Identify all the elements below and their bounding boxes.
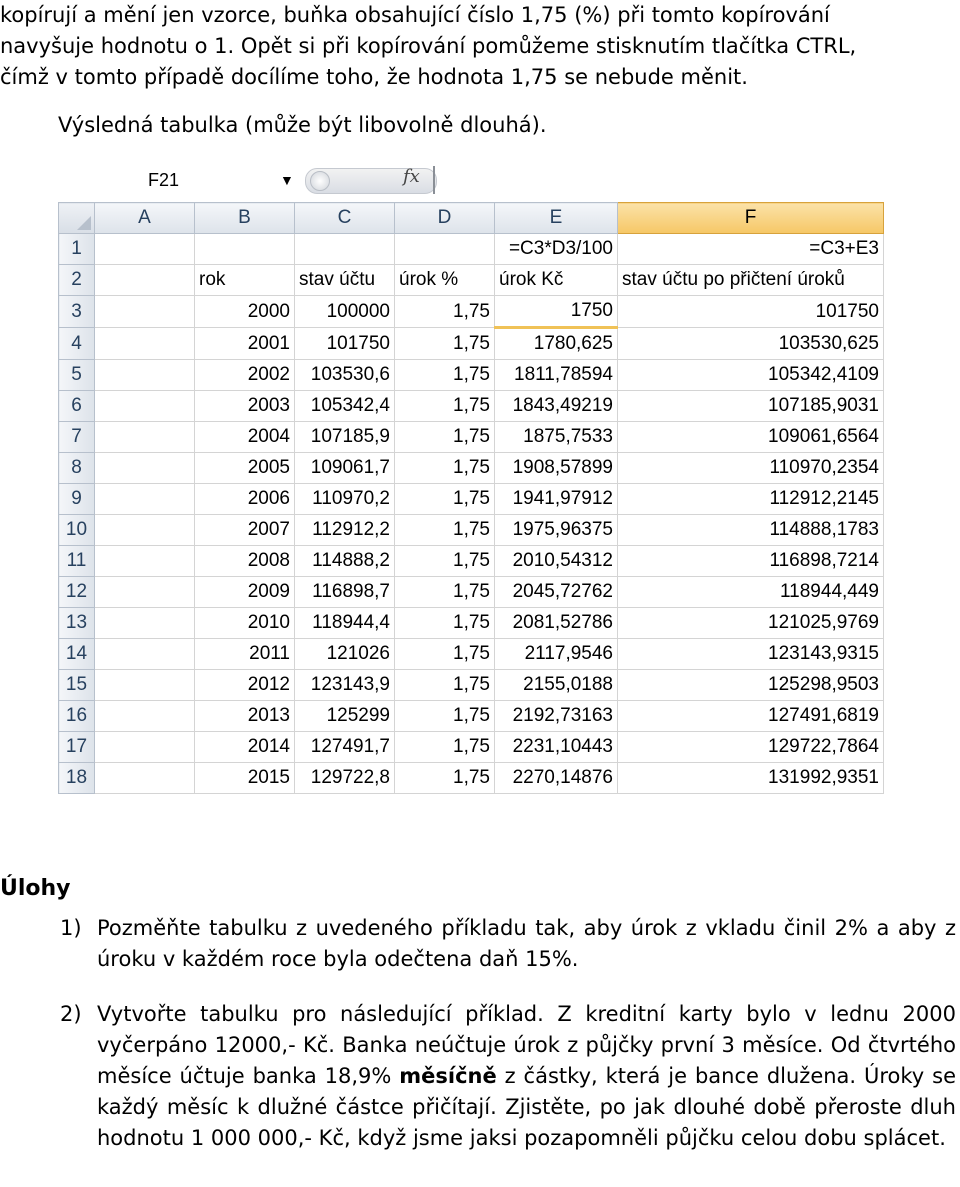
column-header-b[interactable]: B [195, 203, 295, 234]
column-header-c[interactable]: C [295, 203, 395, 234]
cell-e18[interactable]: 2270,14876 [495, 763, 618, 794]
cell-f14[interactable]: 123143,9315 [618, 639, 884, 670]
cell-b7[interactable]: 2004 [195, 422, 295, 453]
cell-b4[interactable]: 2001 [195, 328, 295, 360]
table-row [59, 360, 884, 391]
column-header-e[interactable]: E [495, 203, 618, 234]
cell-c7[interactable]: 107185,9 [295, 422, 395, 453]
cell-e4[interactable]: 1780,625 [495, 328, 618, 360]
cell-b13[interactable]: 2010 [195, 608, 295, 639]
table-row [59, 608, 884, 639]
cell-b3[interactable]: 2000 [195, 296, 295, 328]
cell-d14[interactable]: 1,75 [395, 639, 495, 670]
column-header-d[interactable]: D [395, 203, 495, 234]
cell-e3[interactable]: 1750 [495, 296, 618, 328]
cell-f15[interactable]: 125298,9503 [618, 670, 884, 701]
cell-f16[interactable]: 127491,6819 [618, 701, 884, 732]
cell-f2[interactable]: stav účtu po přičtení úroků [618, 265, 884, 296]
row-header[interactable]: 18 [59, 763, 95, 794]
row-header[interactable]: 6 [59, 391, 95, 422]
intro-line: navyšuje hodnotu o 1. Opět si při kopírování pomůžeme stisknutím tlačítka CTRL, [0, 34, 857, 58]
cell-c8[interactable]: 109061,7 [295, 453, 395, 484]
task-text [97, 999, 956, 1154]
table-row [59, 546, 884, 577]
table-row [59, 328, 884, 360]
cell-a18[interactable] [95, 763, 195, 794]
row-header[interactable]: 14 [59, 639, 95, 670]
cell-d7[interactable]: 1,75 [395, 422, 495, 453]
cell-b14[interactable]: 2011 [195, 639, 295, 670]
cell-e13[interactable]: 2081,52786 [495, 608, 618, 639]
cell-b1[interactable] [195, 234, 295, 265]
divider [433, 166, 435, 194]
cell-e12[interactable]: 2045,72762 [495, 577, 618, 608]
cell-f3[interactable]: 101750 [618, 296, 884, 328]
select-all-corner[interactable] [59, 203, 95, 234]
cell-e7[interactable]: 1875,7533 [495, 422, 618, 453]
result-note: Výsledná tabulka (může být libovolně dlouhá). [58, 113, 547, 137]
cell-d9[interactable]: 1,75 [395, 484, 495, 515]
row-header[interactable]: 1 [59, 234, 95, 265]
task-item [60, 999, 956, 1154]
cell-f9[interactable]: 112912,2145 [618, 484, 884, 515]
cell-a16[interactable] [95, 701, 195, 732]
cell-a3[interactable] [95, 296, 195, 328]
row-header[interactable]: 10 [59, 515, 95, 546]
cell-f12[interactable]: 118944,449 [618, 577, 884, 608]
cell-f7[interactable]: 109061,6564 [618, 422, 884, 453]
table-row [59, 422, 884, 453]
cell-b11[interactable]: 2008 [195, 546, 295, 577]
column-header-a[interactable]: A [95, 203, 195, 234]
cell-a10[interactable] [95, 515, 195, 546]
cell-c4[interactable]: 101750 [295, 328, 395, 360]
row-header[interactable]: 2 [59, 265, 95, 296]
cell-a14[interactable] [95, 639, 195, 670]
cell-b5[interactable]: 2002 [195, 360, 295, 391]
cell-a13[interactable] [95, 608, 195, 639]
cell-e11[interactable]: 2010,54312 [495, 546, 618, 577]
table-row [59, 515, 884, 546]
cell-e9[interactable]: 1941,97912 [495, 484, 618, 515]
cell-d12[interactable]: 1,75 [395, 577, 495, 608]
cell-d1[interactable] [395, 234, 495, 265]
cell-b12[interactable]: 2009 [195, 577, 295, 608]
cell-e8[interactable]: 1908,57899 [495, 453, 618, 484]
cell-a17[interactable] [95, 732, 195, 763]
cell-e14[interactable]: 2117,9546 [495, 639, 618, 670]
cell-e5[interactable]: 1811,78594 [495, 360, 618, 391]
table-row [59, 639, 884, 670]
cell-b17[interactable]: 2014 [195, 732, 295, 763]
table-row [59, 391, 884, 422]
cell-a1[interactable] [95, 234, 195, 265]
cell-d4[interactable]: 1,75 [395, 328, 495, 360]
cell-d11[interactable]: 1,75 [395, 546, 495, 577]
table-row [59, 732, 884, 763]
dropdown-arrow-icon[interactable]: ▼ [280, 172, 294, 188]
cell-d13[interactable]: 1,75 [395, 608, 495, 639]
row-header[interactable]: 12 [59, 577, 95, 608]
cell-b15[interactable]: 2012 [195, 670, 295, 701]
task-number: 1) [60, 916, 82, 940]
cell-f8[interactable]: 110970,2354 [618, 453, 884, 484]
table-row [59, 670, 884, 701]
cell-e16[interactable]: 2192,73163 [495, 701, 618, 732]
table-row [59, 453, 884, 484]
table-row [59, 265, 884, 296]
cell-b18[interactable]: 2015 [195, 763, 295, 794]
cell-d16[interactable]: 1,75 [395, 701, 495, 732]
cell-f1[interactable]: =C3+E3 [618, 234, 884, 265]
cell-d17[interactable]: 1,75 [395, 732, 495, 763]
column-header-row [59, 203, 884, 234]
task-text-part: z částky, která je bance dlužena. Úroky se každý měsíc k dlužné částce přičítají. Zjistěte, po jak dlouhé době přeroste dluh hodnotu 1 000 000,- Kč, když jsme jaksi pozapomněli půjčku celou dobu splácet. [97, 1064, 956, 1150]
cell-b6[interactable]: 2003 [195, 391, 295, 422]
spreadsheet-screenshot [58, 162, 898, 802]
tasks-heading: Úlohy [0, 876, 71, 901]
cell-c17[interactable]: 127491,7 [295, 732, 395, 763]
cell-a6[interactable] [95, 391, 195, 422]
cell-e15[interactable]: 2155,0188 [495, 670, 618, 701]
cell-c12[interactable]: 116898,7 [295, 577, 395, 608]
cell-c14[interactable]: 121026 [295, 639, 395, 670]
cell-a15[interactable] [95, 670, 195, 701]
table-row [59, 484, 884, 515]
cell-a9[interactable] [95, 484, 195, 515]
cell-f13[interactable]: 121025,9769 [618, 608, 884, 639]
cell-c6[interactable]: 105342,4 [295, 391, 395, 422]
cell-d8[interactable]: 1,75 [395, 453, 495, 484]
formula-bar [58, 162, 898, 198]
cell-c13[interactable]: 118944,4 [295, 608, 395, 639]
cell-c16[interactable]: 125299 [295, 701, 395, 732]
row-header[interactable]: 15 [59, 670, 95, 701]
task-text: Pozměňte tabulku z uvedeného příkladu tak, aby úrok z vkladu činil 2% a aby z úroku v každém roce byla odečtena daň 15%. [97, 916, 956, 971]
cell-e6[interactable]: 1843,49219 [495, 391, 618, 422]
row-header[interactable]: 13 [59, 608, 95, 639]
spreadsheet-grid [58, 202, 884, 794]
table-row [59, 296, 884, 328]
row-header[interactable]: 3 [59, 296, 95, 328]
task-text-part: Vytvořte tabulku pro následující příklad. Z kreditní karty bylo v lednu 2000 vyčerpáno 12000,- Kč. Banka neúčtuje úrok z půjčky první 3 měsíce. Od čtvrtého měsíce účtuje banka 18,9% [97, 1002, 956, 1088]
row-header[interactable]: 9 [59, 484, 95, 515]
cell-f5[interactable]: 105342,4109 [618, 360, 884, 391]
row-header[interactable]: 4 [59, 328, 95, 360]
function-icon[interactable]: fx [403, 166, 420, 187]
cell-d18[interactable]: 1,75 [395, 763, 495, 794]
cell-f18[interactable]: 131992,9351 [618, 763, 884, 794]
cell-a11[interactable] [95, 546, 195, 577]
row-header[interactable]: 11 [59, 546, 95, 577]
cell-f10[interactable]: 114888,1783 [618, 515, 884, 546]
cell-a5[interactable] [95, 360, 195, 391]
cell-c3[interactable]: 100000 [295, 296, 395, 328]
table-row [59, 701, 884, 732]
row-header[interactable]: 5 [59, 360, 95, 391]
cell-d6[interactable]: 1,75 [395, 391, 495, 422]
row-header[interactable]: 16 [59, 701, 95, 732]
cell-b2[interactable]: rok [195, 265, 295, 296]
name-box[interactable]: F21 [148, 170, 180, 190]
cell-c2[interactable]: stav účtu [295, 265, 395, 296]
cell-d15[interactable]: 1,75 [395, 670, 495, 701]
intro-line: kopírují a mění jen vzorce, buňka obsahující číslo 1,75 (%) při tomto kopírování [0, 3, 830, 27]
task-item [60, 913, 956, 975]
cell-a4[interactable] [95, 328, 195, 360]
row-header[interactable]: 8 [59, 453, 95, 484]
cell-f17[interactable]: 129722,7864 [618, 732, 884, 763]
cell-d5[interactable]: 1,75 [395, 360, 495, 391]
row-header[interactable]: 17 [59, 732, 95, 763]
task-number: 2) [60, 1002, 82, 1026]
cell-b10[interactable]: 2007 [195, 515, 295, 546]
table-row [59, 763, 884, 794]
cell-d2[interactable]: úrok % [395, 265, 495, 296]
cell-d10[interactable]: 1,75 [395, 515, 495, 546]
cell-e17[interactable]: 2231,10443 [495, 732, 618, 763]
cell-c5[interactable]: 103530,6 [295, 360, 395, 391]
cell-b9[interactable]: 2006 [195, 484, 295, 515]
table-row [59, 577, 884, 608]
column-header-f[interactable]: F [618, 203, 884, 234]
cell-f11[interactable]: 116898,7214 [618, 546, 884, 577]
cell-c15[interactable]: 123143,9 [295, 670, 395, 701]
cell-a8[interactable] [95, 453, 195, 484]
cell-c9[interactable]: 110970,2 [295, 484, 395, 515]
cell-a2[interactable] [95, 265, 195, 296]
cell-e2[interactable]: úrok Kč [495, 265, 618, 296]
cell-c18[interactable]: 129722,8 [295, 763, 395, 794]
circle-icon [310, 171, 330, 191]
row-header[interactable]: 7 [59, 422, 95, 453]
cell-c11[interactable]: 114888,2 [295, 546, 395, 577]
cell-b16[interactable]: 2013 [195, 701, 295, 732]
cell-a12[interactable] [95, 577, 195, 608]
cell-e1[interactable]: =C3*D3/100 [495, 234, 618, 265]
cell-f4[interactable]: 103530,625 [618, 328, 884, 360]
cell-f6[interactable]: 107185,9031 [618, 391, 884, 422]
cell-e10[interactable]: 1975,96375 [495, 515, 618, 546]
cell-b8[interactable]: 2005 [195, 453, 295, 484]
task-text-emphasis: měsíčně [399, 1064, 497, 1088]
cell-a7[interactable] [95, 422, 195, 453]
intro-line: čímž v tomto případě docílíme toho, že hodnota 1,75 se nebude měnit. [0, 65, 748, 89]
cell-d3[interactable]: 1,75 [395, 296, 495, 328]
cell-c10[interactable]: 112912,2 [295, 515, 395, 546]
intro-paragraph [0, 0, 960, 93]
cell-c1[interactable] [295, 234, 395, 265]
table-row [59, 234, 884, 265]
